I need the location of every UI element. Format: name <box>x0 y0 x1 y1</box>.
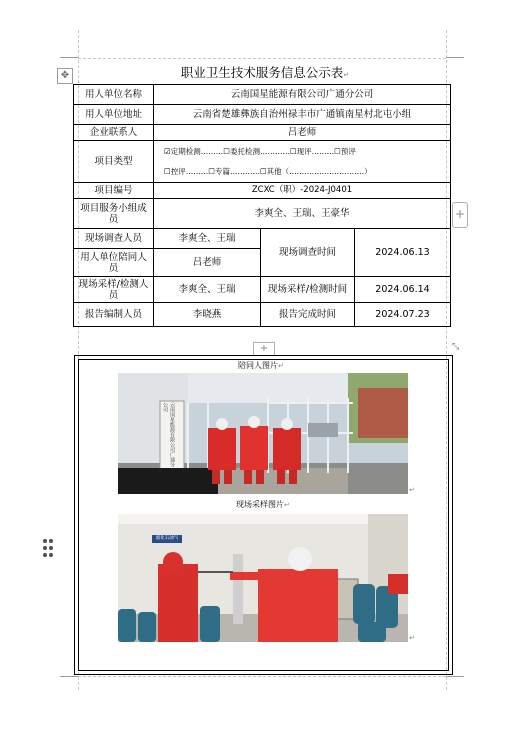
sampling-time-label: 现场采样/检测时间 <box>261 277 355 303</box>
employer-value[interactable]: 云南国星能源有限公司广通分公司 <box>154 85 451 105</box>
type-options[interactable] <box>154 141 451 183</box>
escort-label: 用人单位陪同人员 <box>74 249 154 277</box>
paragraph-mark: ↵ <box>343 71 350 79</box>
number-value[interactable]: ZCXC（职）-2024-J0401 <box>154 183 451 199</box>
paragraph-mark: ↵ <box>409 486 415 494</box>
number-label: 项目编号 <box>74 183 154 199</box>
survey-person-value[interactable]: 李爽全、王瑞 <box>154 229 261 249</box>
type-label: 项目类型 <box>74 141 154 183</box>
company-sign-text: 云南国星能源有限公司广通分公司 <box>162 402 175 467</box>
type-options-line2[interactable]: ☐控评………☐专篇…………☐其他（…………………………） <box>164 167 372 176</box>
type-options-line1[interactable]: ☑定期检测………☐委托检测…………☐现评………☐预评 <box>164 147 356 156</box>
crop-mark <box>60 676 78 677</box>
table-move-handle-icon[interactable]: ✥ <box>57 68 73 84</box>
address-label: 用人单位地址 <box>74 105 154 125</box>
sampling-photo[interactable] <box>118 514 408 642</box>
crop-mark <box>446 676 464 677</box>
survey-person-label: 现场调查人员 <box>74 229 154 249</box>
page-title <box>80 63 450 81</box>
info-table <box>73 84 451 327</box>
title-text: 职业卫生技术服务信息公示表 <box>180 65 344 80</box>
table-resize-icon[interactable]: ⤡ <box>452 342 460 352</box>
sampling-person-value[interactable]: 李爽全、王瑞 <box>154 277 261 303</box>
add-row-button[interactable]: + <box>253 342 275 356</box>
survey-time-value[interactable]: 2024.06.13 <box>355 229 451 277</box>
sampling-person-label: 现场采样/检测人员 <box>74 277 154 303</box>
members-label: 项目服务小组成员 <box>74 199 154 229</box>
address-value[interactable]: 云南省楚雄彝族自治州禄丰市广通镇南星村北屯小组 <box>154 105 451 125</box>
cylinder-label <box>152 535 182 543</box>
report-person-label: 报告编制人员 <box>74 303 154 327</box>
report-time-value[interactable]: 2024.07.23 <box>355 303 451 327</box>
crop-mark <box>446 57 464 58</box>
crop-mark <box>60 57 78 58</box>
report-time-label: 报告完成时间 <box>261 303 355 327</box>
cylinder-label-text: 液化石油气 <box>155 536 179 541</box>
paragraph-mark: ↵ <box>278 362 284 370</box>
employer-label: 用人单位名称 <box>74 85 154 105</box>
paragraph-mark: ↵ <box>284 501 290 509</box>
sampling-time-value[interactable]: 2024.06.14 <box>355 277 451 303</box>
paragraph-mark: ↵ <box>409 634 415 642</box>
escort-caption-text: 陪同人图片 <box>238 361 278 370</box>
add-column-button[interactable]: + <box>452 202 468 228</box>
drag-handle-icon[interactable] <box>43 539 55 557</box>
sampling-caption-text: 现场采样图片 <box>236 500 284 509</box>
page-margin-top <box>78 58 446 59</box>
page-margin-bottom <box>78 676 446 677</box>
survey-time-label: 现场调查时间 <box>261 229 355 277</box>
members-value[interactable]: 李爽全、王瑞、王豪华 <box>154 199 451 229</box>
contact-value[interactable]: 吕老师 <box>154 125 451 141</box>
escort-photo-caption <box>238 360 284 371</box>
report-person-value[interactable]: 李晓燕 <box>154 303 261 327</box>
sampling-photo-caption <box>236 499 290 510</box>
escort-value[interactable]: 吕老师 <box>154 249 261 277</box>
contact-label: 企业联系人 <box>74 125 154 141</box>
company-sign <box>162 402 184 470</box>
